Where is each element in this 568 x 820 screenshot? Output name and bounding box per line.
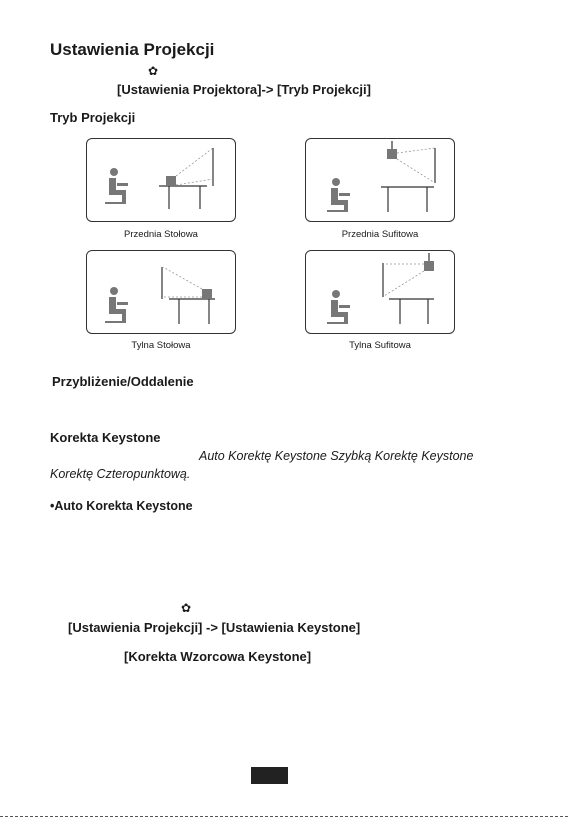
bullet-auto-keystone: •Auto Korekta Keystone <box>50 499 193 513</box>
gear-icon: ✿ <box>181 601 192 615</box>
menu-path-keystone-settings: [Ustawienia Projekcji] -> [Ustawienia Keystone] <box>68 620 361 635</box>
diagram-rear-ceiling <box>305 250 455 334</box>
section-heading-keystone: Korekta Keystone <box>50 430 161 445</box>
keystone-options-line2: Korektę Czteropunktową. <box>50 467 191 481</box>
keystone-options-line1: Auto Korektę Keystone Szybką Korektę Keystone <box>199 449 474 463</box>
diagram-front-table <box>86 138 236 222</box>
page-number-box <box>251 767 288 784</box>
diagram-front-ceiling <box>305 138 455 222</box>
caption-front-ceiling: Przednia Sufitowa <box>341 229 419 240</box>
caption-front-table: Przednia Stołowa <box>124 229 198 240</box>
menu-path-keystone-pattern: [Korekta Wzorcowa Keystone] <box>124 649 312 664</box>
caption-rear-table: Tylna Stołowa <box>131 340 191 351</box>
caption-rear-ceiling: Tylna Sufitowa <box>349 340 411 351</box>
page-title: Ustawienia Projekcji <box>50 40 215 59</box>
diagram-rear-table <box>86 250 236 334</box>
section-heading-zoom: Przybliżenie/Oddalenie <box>52 374 194 389</box>
cut-line <box>0 816 568 817</box>
menu-path-projection-mode: [Ustawienia Projektora]-> [Tryb Projekcji] <box>117 82 371 97</box>
gear-icon: ✿ <box>148 64 159 78</box>
section-heading-projection-mode: Tryb Projekcji <box>50 110 136 125</box>
